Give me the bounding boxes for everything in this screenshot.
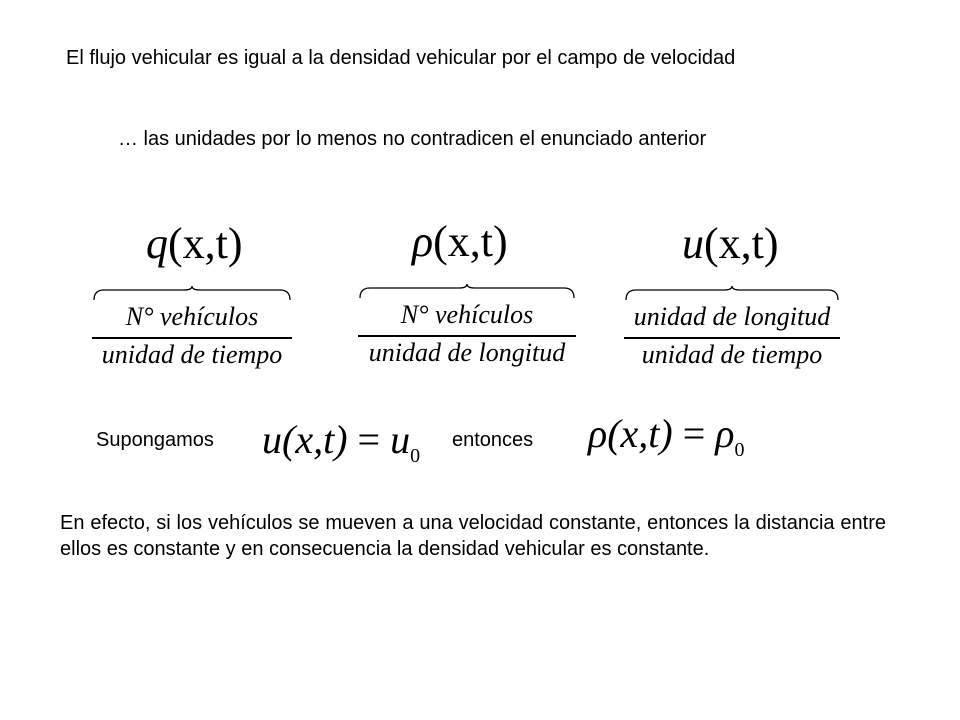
density-brace-icon [358, 284, 576, 300]
velocity-denominator: unidad de tiempo [641, 340, 823, 369]
velocity-equation: $u(x,t) = u_0$ [262, 417, 421, 467]
flow-brace-icon [92, 286, 292, 302]
velocity-brace-icon [624, 286, 840, 302]
velocity-fraction-bar [624, 337, 840, 339]
units-note-text: … las unidades por lo menos no contradicen el enunciado anterior [118, 128, 707, 150]
conclusion-paragraph: En efecto, si los vehículos se mueven a una velocidad constante, entonces la distancia entre ellos es constante y en consecuencia la densidad vehicular es constante. [60, 512, 886, 560]
density-symbol: ρ(x,t) [412, 217, 508, 266]
velocity-symbol: u(x,t) [682, 219, 779, 268]
flow-symbol: q(x,t) [146, 219, 243, 268]
density-numerator: N° vehículos [400, 300, 534, 329]
flow-denominator: unidad de tiempo [101, 340, 283, 369]
assumption-lead: Supongamos [96, 429, 214, 451]
flow-numerator: N° vehículos [125, 302, 259, 331]
velocity-numerator: unidad de longitud [633, 302, 831, 331]
density-denominator: unidad de longitud [368, 338, 566, 367]
flow-fraction-bar [92, 337, 292, 339]
density-fraction-bar [358, 335, 576, 337]
density-equation: $\rho(x,t) = \rho_0$ [588, 411, 745, 461]
statement-text: El flujo vehicular es igual a la densidad vehicular por el campo de velocidad [66, 47, 736, 69]
assumption-connector: entonces [452, 429, 534, 451]
